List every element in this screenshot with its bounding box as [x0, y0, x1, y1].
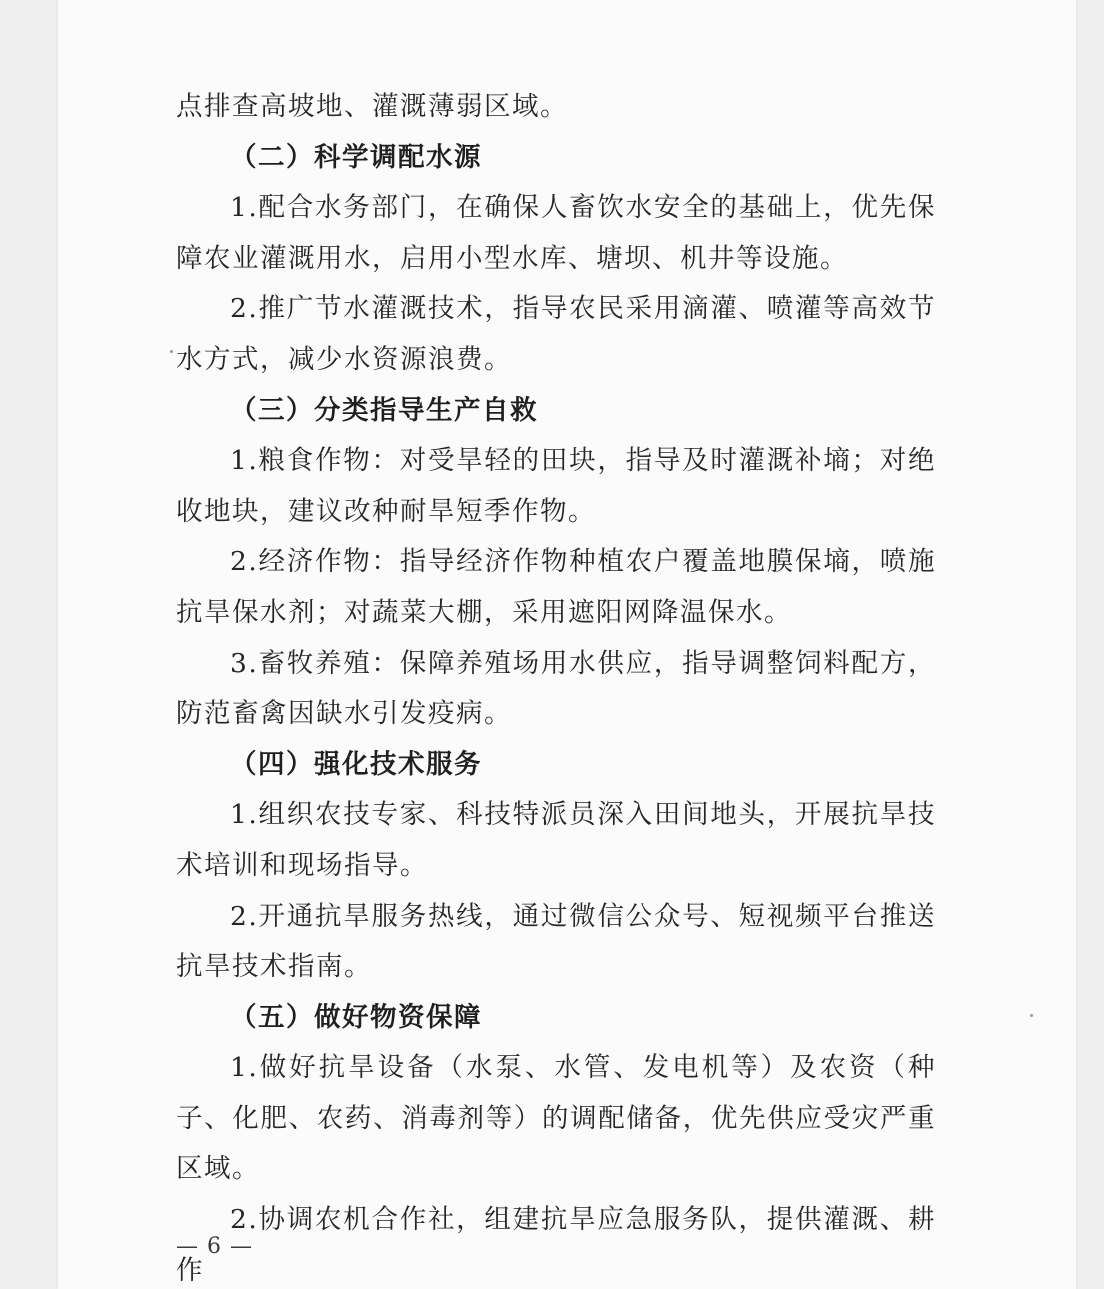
scan-speck: [170, 350, 173, 353]
paragraph: 2.开通抗旱服务热线，通过微信公众号、短视频平台推送抗旱技术指南。: [176, 900, 936, 983]
page-number: — 6 —: [176, 1234, 253, 1259]
page-body: [176, 82, 936, 1289]
section-heading-5: （五）做好物资保障: [230, 1001, 482, 1033]
paragraph: 1.组织农技专家、科技特派员深入田间地头，开展抗旱技术培训和现场指导。: [176, 799, 936, 881]
paragraph-continuation: 点排查高坡地、灌溉薄弱区域。: [176, 91, 568, 122]
paragraph: 2.经济作物：指导经济作物种植农户覆盖地膜保墒，喷施抗旱保水剂；对蔬菜大棚，采用遮阳网降温保水。: [176, 546, 936, 628]
paragraph: 1.做好抗旱设备（水泵、水管、发电机等）及农资（种子、化肥、农药、消毒剂等）的调配储备，优先供应受灾严重区域。: [176, 1052, 936, 1185]
paragraph: 2.推广节水灌溉技术，指导农民采用滴灌、喷灌等高效节水方式，减少水资源浪费。: [176, 293, 936, 375]
paragraph: 1.粮食作物：对受旱轻的田块，指导及时灌溉补墒；对绝收地块，建议改种耐旱短季作物。: [176, 445, 936, 527]
scan-speck: [1030, 1014, 1033, 1017]
paragraph: 2.协调农机合作社，组建抗旱应急服务队，提供灌溉、耕作: [176, 1204, 936, 1286]
section-heading-2: （二）科学调配水源: [230, 141, 482, 173]
paragraph: 3.畜牧养殖：保障养殖场用水供应，指导调整饲料配方，防范畜禽因缺水引发疫病。: [176, 647, 936, 730]
section-heading-4: （四）强化技术服务: [230, 748, 482, 780]
section-heading-3: （三）分类指导生产自救: [230, 394, 538, 426]
paragraph: 1.配合水务部门，在确保人畜饮水安全的基础上，优先保障农业灌溉用水，启用小型水库、塘坝、机井等设施。: [176, 192, 936, 274]
document-page: [58, 0, 1076, 1289]
